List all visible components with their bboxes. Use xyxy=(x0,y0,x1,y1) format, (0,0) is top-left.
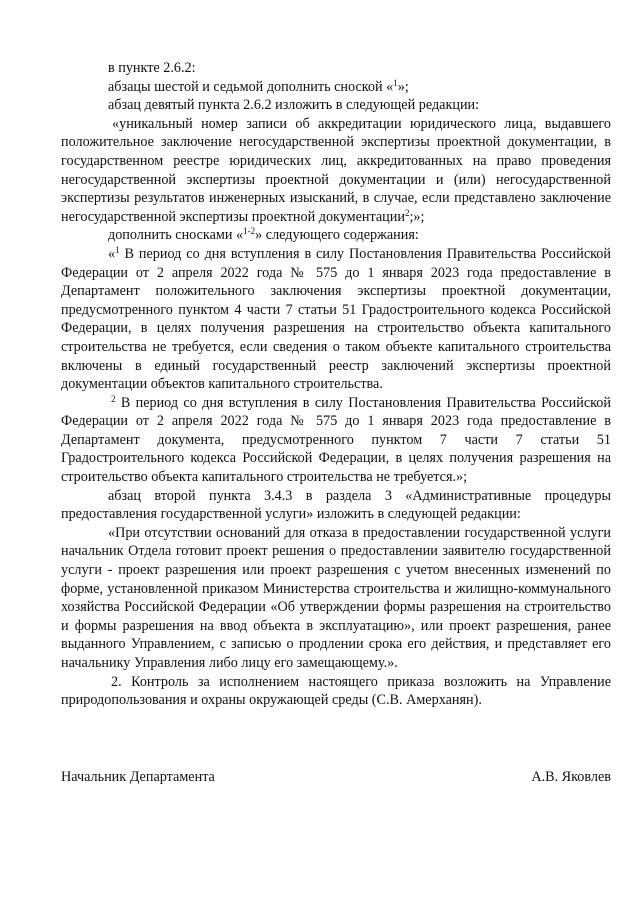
signatory-name: А.В. Яковлев xyxy=(531,769,611,785)
paragraph-ninth-abzac xyxy=(61,96,611,115)
paragraph-item-2-6-2 xyxy=(61,59,611,78)
footnote-mark: 2 xyxy=(111,393,116,404)
paragraph-quote-registry-number xyxy=(61,115,611,227)
paragraph-text: «уникальный номер записи об аккредитации юридического лица, выдавшего положительное заключение негосударственной экспертизы проектной документации, в государственном реестре юридических лиц, аккредитованных на право проведения негосударственной экспертизы проектной документации и (или) негосударственной экспертизы результатов инженерных изысканий, в случае, если представлено заключение негосударственной экспертизы проектной документации xyxy=(61,115,611,225)
paragraph-text: В период со дня вступления в силу Постановления Правительства Российской Федерации от 2 апреля 2022 года № 575 до 1 января 2023 года предоставление в Департамент положительного заключения экспертизы проектной документации, предусмотренного пунктом 4 части 7 статьи 51 Градостроительного кодекса Российской Федерации, в целях получения разрешения на строительство объекта капитального строительства не требуется, если сведения о таком объекте капитального строительства включены в единый государственный реестр заключений экспертизы проектной документации объектов капитального строительства. xyxy=(61,245,611,393)
paragraph-text: «При отсутствии оснований для отказа в предоставлении государственной услуги начальник Отдела готовит проект решения о предоставлении заявителю государственной услуги - проект разрешения или проект разрешения с учетом внесенных изменений по форме, установленной приказом Министерства строительства и жилищно-коммунального хозяйства Российской Федерации «Об утверждении формы разрешения на строительство и формы разрешения на ввод объекта в эксплуатацию», или проект разрешения, ранее выданного Управлением, с записью о продлении срока его действия, и представляет его начальнику Управления либо лицу его замещающему.». xyxy=(61,524,611,671)
footnote-mark: 1-2 xyxy=(243,226,256,237)
footnote-mark: 2 xyxy=(404,207,410,218)
paragraph-text: » следующего содержания: xyxy=(255,227,419,244)
paragraph-text: »; xyxy=(397,78,409,95)
signatory-position: Начальник Департамента xyxy=(61,769,215,785)
paragraph-quote-procedure xyxy=(61,524,611,673)
footnote-mark: 1 xyxy=(115,244,120,255)
footnote-mark: 1 xyxy=(393,77,398,88)
paragraph-text: абзац девятый пункта 2.6.2 изложить в следующей редакции: xyxy=(108,97,480,114)
paragraph-text: ;»; xyxy=(409,208,425,225)
paragraph-abzac-3-4-3 xyxy=(61,487,611,524)
paragraph-text: абзац второй пункта 3.4.3 в раздела 3 «Административные процедуры предоставления государственной услуги» изложить в следующей редакции: xyxy=(61,487,611,523)
paragraph-text: В период со дня вступления в силу Постановления Правительства Российской Федерации от 2 апреля 2022 года № 575 до 1 января 2023 года предоставление в Департамент документа, предусмотренного пунктом 7 части 7 статьи 51 Градостроительного кодекса Российской Федерации, в целях получения разрешения на строительство объекта капитального строительства не требуется.»; xyxy=(61,394,611,486)
paragraph-footnote-2-text xyxy=(61,394,611,487)
paragraph-add-footnote-1 xyxy=(61,78,611,97)
paragraph-text: дополнить сносками « xyxy=(108,227,244,244)
paragraph-add-footnotes xyxy=(61,226,611,245)
paragraph-text: 2. Контроль за исполнением настоящего приказа возложить на Управление природопользования и охраны окружающей среды (С.В. Амерханян). xyxy=(61,673,611,709)
paragraph-text: абзацы шестой и седьмой дополнить сноской « xyxy=(108,78,394,95)
document-body xyxy=(61,59,611,710)
paragraph-control-clause xyxy=(61,673,611,710)
paragraph-footnote-1-text xyxy=(61,245,611,394)
paragraph-text: « xyxy=(108,245,116,262)
signature-block xyxy=(61,768,611,787)
paragraph-text: в пункте 2.6.2: xyxy=(108,60,196,76)
